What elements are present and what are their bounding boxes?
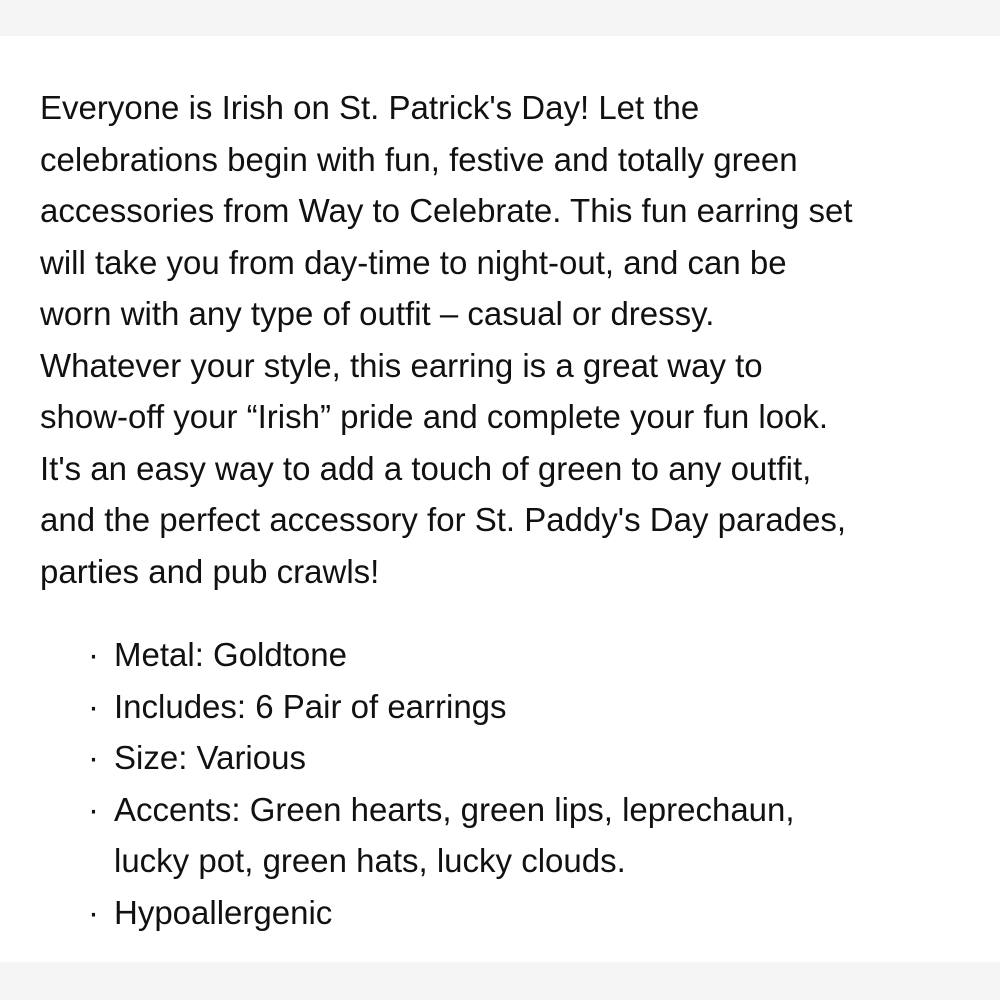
feature-item-hypoallergenic bbox=[40, 887, 970, 939]
product-description bbox=[40, 82, 970, 938]
description-line: It's an easy way to add a touch of green to any outfit, bbox=[40, 449, 812, 487]
feature-item-size bbox=[40, 732, 970, 784]
feature-item-accents bbox=[40, 784, 970, 887]
feature-text: Size: Various bbox=[114, 739, 306, 776]
feature-list bbox=[40, 629, 970, 938]
description-line: will take you from day-time to night-out, and can be bbox=[40, 243, 787, 281]
bullet-dot-icon: · bbox=[88, 636, 99, 673]
feature-item-includes bbox=[40, 681, 970, 733]
page-background bbox=[0, 36, 1000, 962]
bullet-dot-icon: · bbox=[88, 790, 99, 828]
description-paragraph bbox=[40, 82, 970, 597]
description-line: Everyone is Irish on St. Patrick's Day! Let the bbox=[40, 89, 700, 126]
description-line: and the perfect accessory for St. Paddy's Day parades, bbox=[40, 501, 847, 538]
description-line: worn with any type of outfit – casual or dressy. bbox=[40, 295, 715, 332]
description-line: parties and pub crawls! bbox=[40, 552, 380, 590]
description-line: show-off your “Irish” pride and complete your fun look. bbox=[40, 398, 829, 435]
feature-text: Hypoallergenic bbox=[114, 893, 333, 931]
description-line: accessories from Way to Celebrate. This fun earring set bbox=[40, 192, 853, 229]
feature-text: Includes: 6 Pair of earrings bbox=[114, 687, 507, 725]
description-line: Whatever your style, this earring is a great way to bbox=[40, 346, 763, 384]
bullet-dot-icon: · bbox=[88, 739, 99, 776]
feature-text: Accents: Green hearts, green lips, leprechaun, bbox=[114, 790, 795, 828]
bullet-dot-icon: · bbox=[88, 893, 99, 931]
feature-text-continued: lucky pot, green hats, lucky clouds. bbox=[114, 842, 626, 879]
description-line: celebrations begin with fun, festive and totally green bbox=[40, 140, 798, 178]
bullet-dot-icon: · bbox=[88, 687, 99, 725]
feature-text: Metal: Goldtone bbox=[114, 636, 347, 673]
feature-item-metal bbox=[40, 629, 970, 681]
